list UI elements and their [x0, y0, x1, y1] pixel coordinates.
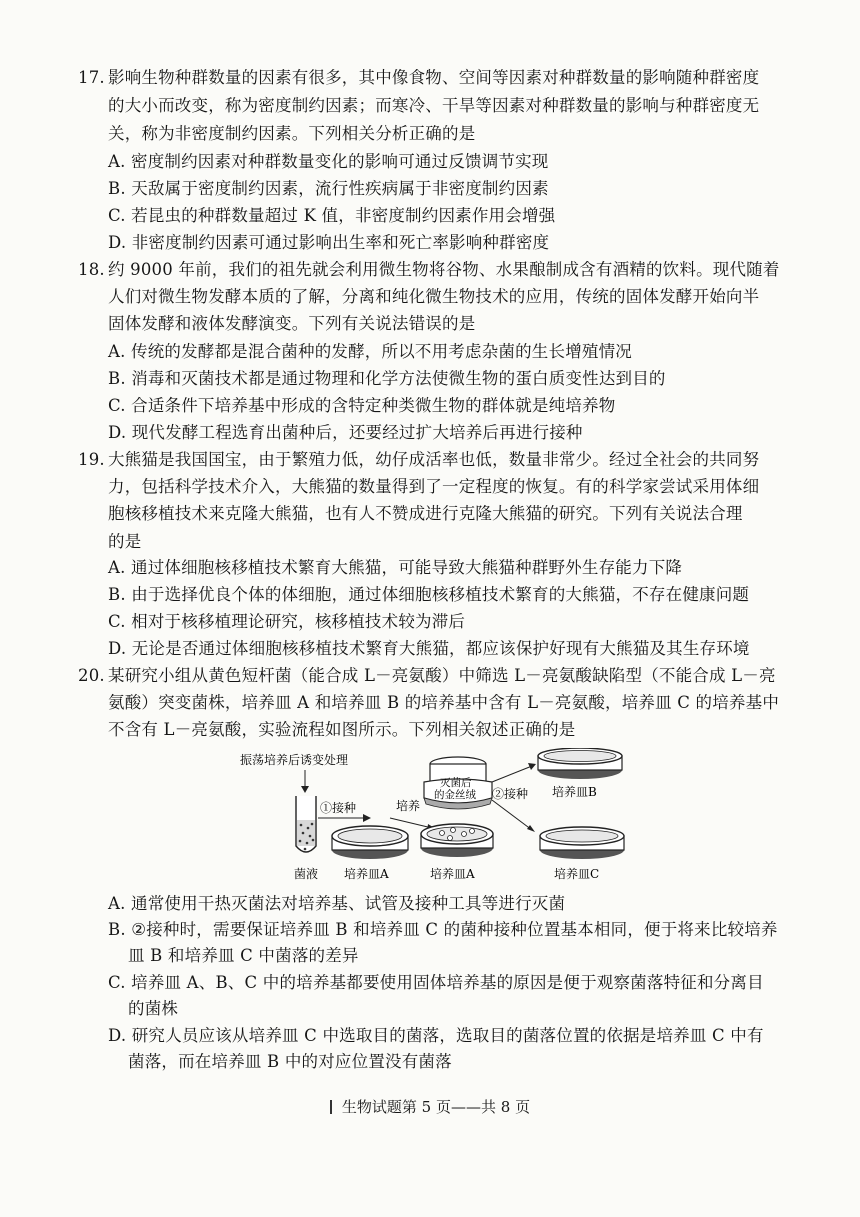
- q20-stem-line-2: 氨酸）突变菌株，培养皿 A 和培养皿 B 的培养基中含有 L－亮氨酸，培养皿 C 的培养基中: [108, 693, 780, 712]
- tube-label: 菌液: [294, 867, 319, 881]
- q17-number: 17.: [78, 68, 105, 87]
- petri-dish-a2-icon: [421, 824, 493, 857]
- q18-stem-line-2: 人们对微生物发酵本质的了解，分离和纯化微生物技术的应用，传统的固体发酵开始向半: [108, 287, 760, 306]
- q17-stem-line-3: 关，称为非密度制约因素。下列相关分析正确的是: [108, 124, 476, 143]
- q20-stem-line-3: 不含有 L－亮氨酸，实验流程如图所示。下列相关叙述正确的是: [108, 720, 576, 739]
- page-number-text: 生物试题第 5 页——共 8 页: [341, 1098, 531, 1116]
- q19-option-c: C. 相对于核移植理论研究，核移植技术较为滞后: [108, 612, 466, 631]
- q17-option-d: D. 非密度制约因素可通过影响出生率和死亡率影响种群密度: [108, 233, 550, 252]
- dish-c-label: 培养皿C: [554, 867, 600, 881]
- q17-stem-line-2: 的大小而改变，称为密度制约因素；而寒冷、干旱等因素对种群数量的影响与种群密度无: [108, 96, 760, 115]
- velvet-label-2: 的金丝绒: [434, 789, 476, 801]
- q17-option-c: C. 若昆虫的种群数量超过 K 值，非密度制约因素作用会增强: [108, 206, 556, 225]
- q19-option-a: A. 通过体细胞核移植技术繁育大熊猫，可能导致大熊猫种群野外生存能力下降: [108, 558, 683, 577]
- q18-stem-line-1: 18. 约 9000 年前，我们的祖先就会利用微生物将谷物、水果酿制成含有酒精的饮料。现代随着: [78, 258, 780, 282]
- q17-option-a: A. 密度制约因素对种群数量变化的影响可通过反馈调节实现: [108, 152, 549, 171]
- q19-option-d: D. 无论是否通过体细胞核移植技术繁育大熊猫，都应该保护好现有大熊猫及其生存环境: [108, 639, 750, 658]
- q19-stem-line-2: 力，包括科学技术介入，大熊猫的数量得到了一定程度的恢复。有的科学家尝试采用体细: [108, 477, 760, 496]
- test-tube-icon: [296, 796, 316, 852]
- dish-b-label: 培养皿B: [552, 785, 597, 799]
- q18-option-d: D. 现代发酵工程选育出菌种后，还要经过扩大培养后再进行接种: [108, 423, 583, 442]
- q20-option-b-line-2: 皿 B 和培养皿 C 中菌落的差异: [128, 946, 359, 965]
- q20-option-a: A. 通常使用干热灭菌法对培养基、试管及接种工具等进行灭菌: [108, 894, 566, 913]
- q20-option-d-line-2: 菌落，而在培养皿 B 中的对应位置没有菌落: [128, 1052, 452, 1071]
- arrow-down-head: [301, 786, 309, 793]
- dish-a2-label: 培养皿A: [430, 867, 475, 881]
- q20-option-c-line-2: 的菌株: [128, 999, 179, 1018]
- page-footer: [0, 1096, 860, 1117]
- dish-a1-label: 培养皿A: [344, 867, 389, 881]
- q19-number: 19.: [78, 450, 105, 469]
- q18-option-a: A. 传统的发酵都是混合菌种的发酵，所以不用考虑杂菌的生长增殖情况: [108, 342, 633, 361]
- q20-stem-line-1: 20. 某研究小组从黄色短杆菌（能合成 L－亮氨酸）中筛选 L－亮氨酸缺陷型（不能合成 L－亮: [78, 664, 776, 688]
- petri-dish-c-icon: [540, 827, 624, 859]
- q20-option-b-line-1: B. ②接种时，需要保证培养皿 B 和培养皿 C 的菌种接种位置基本相同，便于将来比较培养: [108, 920, 778, 939]
- q19-stem-line-4: 的是: [108, 532, 142, 551]
- petri-dish-b-icon: [538, 748, 622, 779]
- q18-number: 18.: [78, 260, 105, 279]
- petri-dish-a1-icon: [332, 826, 408, 859]
- q18-option-c: C. 合适条件下培养基中形成的含特定种类微生物的群体就是纯培养物: [108, 396, 616, 415]
- q20-option-d-line-1: D. 研究人员应该从培养皿 C 中选取目的菌落，选取目的菌落位置的依据是培养皿 C 中有: [108, 1026, 764, 1045]
- q19-option-b: B. 由于选择优良个体的体细胞，通过体细胞核移植技术繁育的大熊猫，不存在健康问题: [108, 585, 750, 604]
- velvet-label-1: 灭菌后: [440, 777, 472, 789]
- step2-label: ②接种: [492, 787, 529, 801]
- culture-label: 培养: [396, 799, 421, 813]
- figure-label-mutagenesis: 振荡培养后诱变处理: [240, 753, 349, 767]
- q20-number: 20.: [78, 666, 105, 685]
- q20-option-c-line-1: C. 培养皿 A、B、C 中的培养基都要使用固体培养基的原因是便于观察菌落特征和分离目: [108, 973, 764, 992]
- q17-stem-line-1: 17. 影响生物种群数量的因素有很多，其中像食物、空间等因素对种群数量的影响随种群密度: [78, 66, 759, 90]
- q18-option-b: B. 消毒和灭菌技术都是通过物理和化学方法使微生物的蛋白质变性达到目的: [108, 369, 666, 388]
- q19-stem-line-3: 胞核移植技术来克隆大熊猫，也有人不赞成进行克隆大熊猫的研究。下列有关说法合理: [108, 504, 743, 523]
- experiment-flow-figure: [220, 748, 660, 888]
- step1-label: ①接种: [320, 801, 357, 815]
- q18-stem-line-3: 固体发酵和液体发酵演变。下列有关说法错误的是: [108, 314, 476, 333]
- q19-stem-line-1: 19. 大熊猫是我国国宝，由于繁殖力低，幼仔成活率也低，数量非常少。经过全社会的共同努: [78, 448, 759, 472]
- q17-option-b: B. 天敌属于密度制约因素，流行性疾病属于非密度制约因素: [108, 179, 549, 198]
